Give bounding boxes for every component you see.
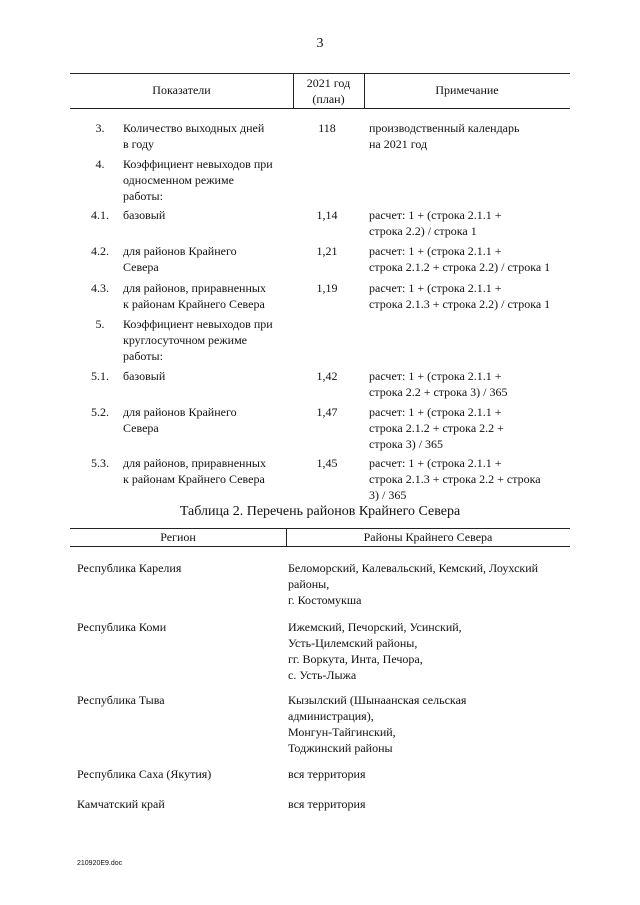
row-number: 4.	[95, 157, 105, 171]
row-note	[369, 368, 569, 400]
row-note	[369, 207, 569, 239]
row-note-line: расчет: 1 + (строка 2.1.1 +	[369, 281, 502, 295]
row-indicator-line: для районов Крайнего	[123, 405, 237, 419]
row-indicator	[123, 156, 298, 204]
row-plan-value: 1,45	[316, 456, 338, 470]
header-note: Примечание	[435, 83, 499, 97]
row-indicator-line: Количество выходных дней	[123, 121, 265, 135]
row-indicator	[123, 280, 298, 312]
table2-header-rule	[70, 546, 570, 547]
row-areas	[288, 692, 578, 756]
row-note-line: строка 2.2) / строка 1	[369, 224, 477, 238]
header-plan-year: 2021 год	[306, 76, 351, 90]
row-number: 3.	[95, 121, 105, 135]
row-areas-line: с. Усть-Лыжа	[288, 668, 357, 682]
row-areas	[288, 560, 578, 608]
row-note-line: строка 3) / 365	[369, 437, 444, 451]
row-areas	[288, 619, 578, 683]
row-areas	[288, 766, 578, 782]
row-note-line: производственный календарь	[369, 121, 520, 135]
row-note	[369, 243, 569, 275]
row-indicator-line: к районам Крайнего Севера	[123, 297, 265, 311]
row-indicator	[123, 404, 298, 436]
row-plan-value: 1,14	[316, 208, 338, 222]
row-indicator-line: Севера	[123, 421, 159, 435]
table1-top-rule	[70, 73, 570, 74]
row-note-line: строка 2.2 + строка 3) / 365	[369, 385, 508, 399]
row-indicator-line: для районов, приравненных	[123, 281, 266, 295]
row-areas-line: гг. Воркута, Инта, Печора,	[288, 652, 423, 666]
row-region: Республика Саха (Якутия)	[77, 767, 212, 781]
row-note-line: расчет: 1 + (строка 2.1.1 +	[369, 244, 502, 258]
table2-title: Таблица 2. Перечень районов Крайнего Севера	[179, 504, 461, 519]
row-note-line: на 2021 год	[369, 137, 428, 151]
row-note	[369, 120, 569, 152]
row-note-line: строка 2.1.2 + строка 2.2 +	[369, 421, 504, 435]
row-areas	[288, 796, 578, 812]
row-indicator-line: для районов Крайнего	[123, 244, 237, 258]
row-region: Республика Карелия	[77, 561, 182, 575]
row-note-line: строка 2.1.2 + строка 2.2) / строка 1	[369, 260, 551, 274]
row-areas-line: Ижемский, Печорский, Усинский,	[288, 620, 462, 634]
row-indicator	[123, 368, 298, 384]
row-indicator-line: в году	[123, 137, 155, 151]
row-plan-value: 1,19	[316, 281, 338, 295]
row-indicator-line: работы:	[123, 189, 163, 203]
row-note	[369, 404, 569, 452]
row-number: 4.1.	[91, 208, 109, 222]
row-areas-line: районы,	[288, 577, 330, 591]
header-areas: Районы Крайнего Севера	[363, 530, 493, 544]
row-note-line: расчет: 1 + (строка 2.1.1 +	[369, 208, 502, 222]
row-areas-line: г. Костомукша	[288, 593, 362, 607]
row-number: 5.2.	[91, 405, 109, 419]
row-areas-line: Беломорский, Калевальский, Кемский, Лоухский	[288, 561, 539, 575]
row-indicator-line: базовый	[123, 208, 166, 222]
row-indicator	[123, 243, 298, 275]
row-plan-value: 118	[318, 121, 336, 135]
row-indicator	[123, 316, 298, 364]
row-note-line: расчет: 1 + (строка 2.1.1 +	[369, 405, 502, 419]
row-region: Камчатский край	[77, 797, 165, 811]
row-areas-line: администрация),	[288, 709, 374, 723]
row-note	[369, 280, 569, 312]
table1-header-rule	[70, 108, 570, 109]
row-indicator-line: односменном режиме	[123, 173, 234, 187]
page-number: 3	[316, 36, 324, 51]
row-plan-value: 1,47	[316, 405, 338, 419]
row-indicator-line: базовый	[123, 369, 166, 383]
row-areas-line: Усть-Цилемский районы,	[288, 636, 418, 650]
row-indicator-line: Коэффициент невыходов при	[123, 157, 273, 171]
row-number: 5.1.	[91, 369, 109, 383]
row-region: Республика Коми	[77, 620, 167, 634]
row-note	[369, 455, 569, 503]
row-note-line: 3) / 365	[369, 488, 407, 502]
row-region: Республика Тыва	[77, 693, 165, 707]
row-indicator-line: Севера	[123, 260, 159, 274]
document-filename: 210920E9.doc	[77, 860, 123, 867]
row-areas-line: вся территория	[288, 767, 366, 781]
row-plan-value: 1,21	[316, 244, 338, 258]
row-number: 4.2.	[91, 244, 109, 258]
row-indicator-line: для районов, приравненных	[123, 456, 266, 470]
header-plan-label: (план)	[312, 92, 345, 106]
row-number: 4.3.	[91, 281, 109, 295]
row-areas-line: Монгун-Тайгинский,	[288, 725, 396, 739]
row-indicator-line: круглосуточном режиме	[123, 333, 247, 347]
row-note-line: строка 2.1.3 + строка 2.2) / строка 1	[369, 297, 551, 311]
row-note-line: расчет: 1 + (строка 2.1.1 +	[369, 456, 502, 470]
row-note-line: расчет: 1 + (строка 2.1.1 +	[369, 369, 502, 383]
row-number: 5.3.	[91, 456, 109, 470]
row-areas-line: вся территория	[288, 797, 366, 811]
row-note-line: строка 2.1.3 + строка 2.2 + строка	[369, 472, 541, 486]
row-indicator	[123, 207, 298, 223]
row-indicator-line: к районам Крайнего Севера	[123, 472, 265, 486]
row-plan-value: 1,42	[316, 369, 338, 383]
row-indicator	[123, 455, 298, 487]
row-indicator-line: Коэффициент невыходов при	[123, 317, 273, 331]
header-indicators: Показатели	[152, 83, 211, 97]
row-indicator	[123, 120, 298, 152]
row-indicator-line: работы:	[123, 349, 163, 363]
row-areas-line: Тоджинский районы	[288, 741, 393, 755]
row-areas-line: Кызылский (Шынаанская сельская	[288, 693, 467, 707]
header-region: Регион	[160, 530, 196, 544]
row-number: 5.	[95, 317, 105, 331]
